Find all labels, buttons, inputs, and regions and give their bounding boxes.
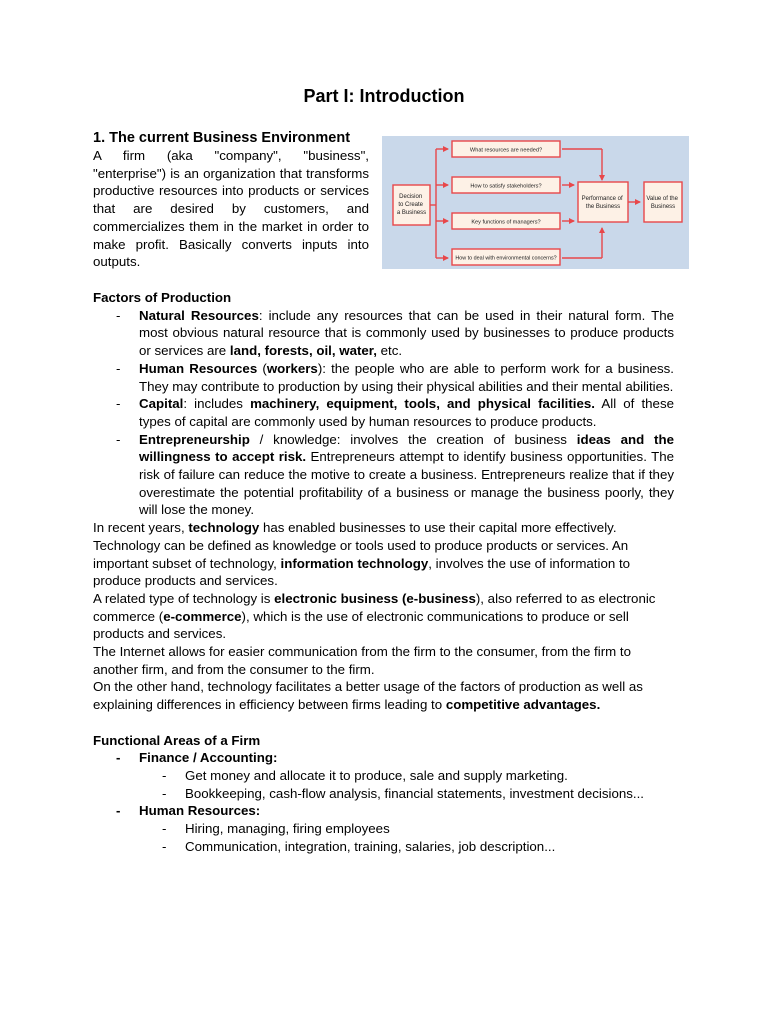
sub-list-item: - Get money and allocate it to produce, sale and supply marketing. xyxy=(162,767,568,783)
sub-list-item: - Bookkeeping, cash-flow analysis, financial statements, investment decisions... xyxy=(162,785,644,801)
tech-paragraph-1: In recent years, technology has enabled businesses to use their capital more effectively. Technology can be defined as knowledge or tools used to produce products or services. An important subset of technology, information technology, involves the use of information to produce products and services. xyxy=(93,520,631,589)
decision-line-2: to Create xyxy=(398,202,424,208)
question-stakeholders: How to satisfy stakeholders? xyxy=(470,183,542,190)
dash-bullet: - xyxy=(162,838,167,854)
term-emphasis: electronic business (e-business xyxy=(274,590,476,606)
term-emphasis: workers xyxy=(266,360,318,376)
term-emphasis: land, forests, oil, water, xyxy=(229,343,377,359)
definition: All of these types of capital are commonly used by human resources to produce products. xyxy=(139,396,674,429)
factors-list xyxy=(93,307,674,519)
tech-paragraph-2: A related type of technology is electronic business (e-business), also referred to as electronic commerce (e-commerce), which is the use of electronic communications to produce or sell products and services. xyxy=(93,590,656,642)
term-emphasis: ideas and the willingness to accept risk. xyxy=(139,431,674,465)
dash-bullet: - xyxy=(116,803,121,819)
term-emphasis: machinery, equipment, tools, and physical facilities. xyxy=(250,396,595,412)
spacer xyxy=(93,714,674,732)
tech-paragraph-3: The Internet allows for easier communication from the firm to the consumer, from the firm to another firm, and from the consumer to the firm. xyxy=(93,644,631,677)
functional-heading: Functional Areas of a Firm xyxy=(93,732,261,748)
section-current-business-environment xyxy=(93,129,369,271)
term: Entrepreneurship xyxy=(139,431,250,447)
definition: / knowledge: involves the creation of business xyxy=(249,431,577,447)
value-line-1: Value of the xyxy=(646,196,678,202)
performance-box xyxy=(578,182,628,222)
svg-text:Decision to Create xyxy=(397,194,426,216)
term: Human Resources xyxy=(139,360,258,376)
term-emphasis: technology xyxy=(188,520,260,536)
term-emphasis: competitive advantages. xyxy=(445,697,601,713)
decision-line-1: Decision xyxy=(399,194,423,200)
list-item xyxy=(93,749,674,802)
sub-list xyxy=(93,820,674,855)
section-paragraph: A firm (aka "company", "business", "enterprise") is an organization that transforms productive resources into products or services that are desired by customers, and commercializes them in the market in order to make profit. Basically converts inputs into outputs. xyxy=(93,148,369,270)
dash-bullet: - xyxy=(116,307,121,323)
area-label: Human Resources: xyxy=(139,803,261,819)
sub-list-item: - Communication, integration, training, salaries, job description... xyxy=(162,838,556,854)
list-item xyxy=(93,395,674,430)
term: Natural Resources xyxy=(139,307,259,323)
value-box xyxy=(644,182,682,222)
document-body xyxy=(93,289,674,855)
tech-paragraph-4: On the other hand, technology facilitates a better usage of the factors of production as well as explaining differences in efficiency between firms leading to competitive advantages. xyxy=(93,679,643,713)
term-emphasis: information technology xyxy=(280,555,429,571)
dash-bullet: - xyxy=(162,821,167,837)
question-resources: What resources are needed? xyxy=(469,147,543,154)
sub-list xyxy=(93,767,674,802)
business-decision-diagram xyxy=(382,136,689,269)
question-managers: Key functions of managers? xyxy=(471,219,541,226)
list-item xyxy=(93,307,674,360)
decision-line-3: a Business xyxy=(396,210,427,216)
list-item xyxy=(93,431,674,520)
dash-bullet: - xyxy=(116,396,121,412)
question-environment: How to deal with environmental concerns? xyxy=(455,255,557,262)
definition: etc. xyxy=(376,343,403,359)
performance-line-1: Performance of xyxy=(581,196,623,202)
area-label: Finance / Accounting: xyxy=(139,750,278,766)
definition: ): the people who are able to perform work for a business. They may contribute to production by using their physical abilities and their mental abilities. xyxy=(139,360,674,394)
dash-bullet: - xyxy=(116,750,121,766)
sub-list-item: - Hiring, managing, firing employees xyxy=(162,821,390,837)
list-item xyxy=(93,360,674,395)
dash-bullet: - xyxy=(162,767,167,783)
term: Capital xyxy=(139,396,184,412)
definition: Entrepreneurs attempt to identify business opportunities. The risk of failure can reduce the motive to create a business. Entrepreneurs realize that if they overestimate the potential profitability of a business or manage the business poorly, they will lose the money. xyxy=(139,449,675,518)
definition: : include any resources that can be used in their natural form. The most obvious natural resource that is commonly used by businesses to produce products or services are xyxy=(139,307,674,359)
dash-bullet: - xyxy=(116,360,121,376)
definition: ( xyxy=(257,360,267,376)
dash-bullet: - xyxy=(162,785,167,801)
list-item xyxy=(93,802,674,855)
functional-list xyxy=(93,749,674,855)
factors-heading: Factors of Production xyxy=(93,290,232,305)
performance-line-2: the Business xyxy=(585,204,621,210)
page-title: Part I: Introduction xyxy=(303,86,465,106)
section-heading: 1. The current Business Environment xyxy=(93,130,351,146)
dash-bullet: - xyxy=(116,431,121,447)
value-line-2: Business xyxy=(650,204,676,210)
term-emphasis: e-commerce xyxy=(163,608,242,624)
definition: : includes xyxy=(183,396,251,412)
